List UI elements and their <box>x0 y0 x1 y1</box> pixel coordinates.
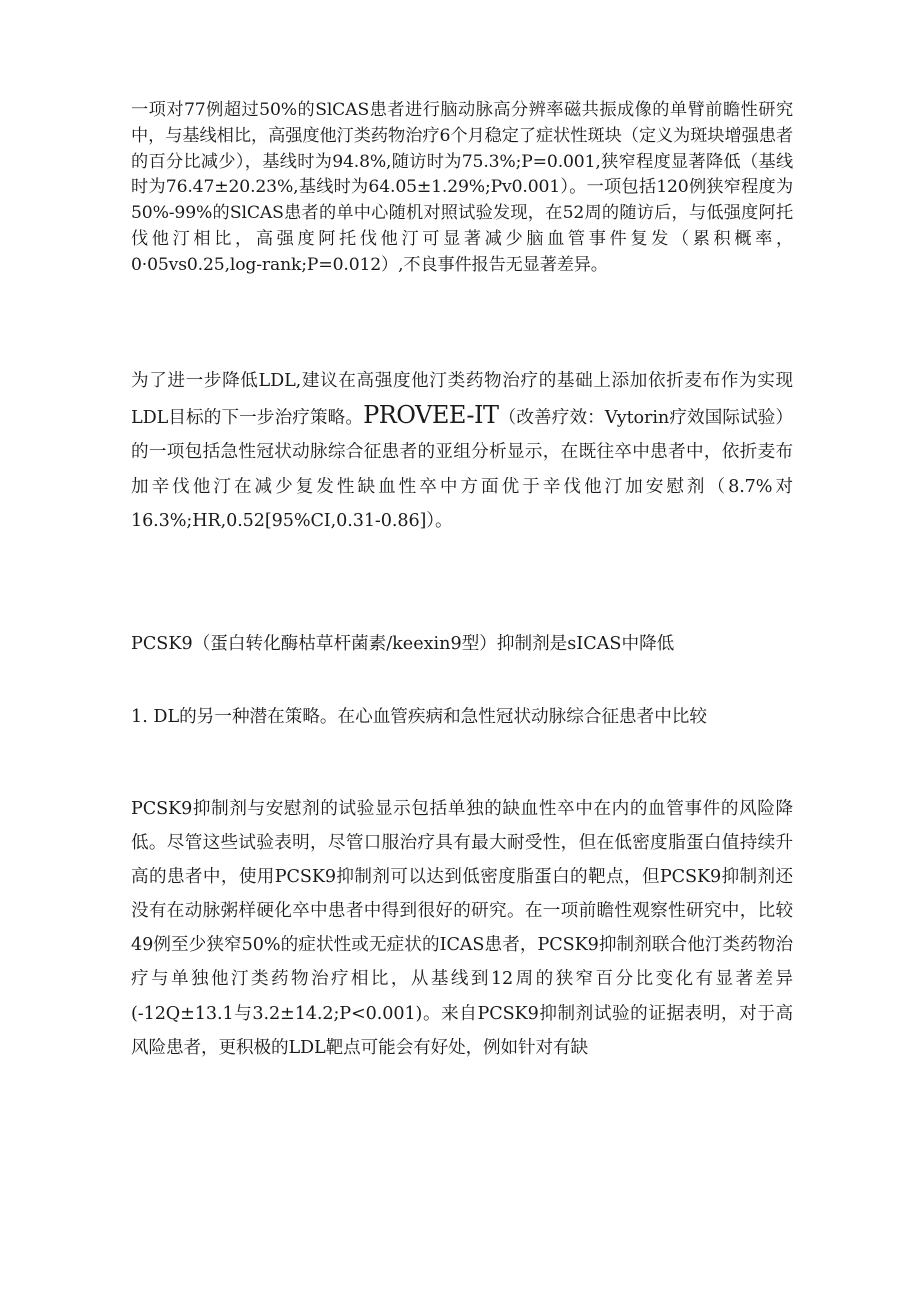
paragraph-high-intensity-statin-study: 一项对77例超过50%的SlCAS患者进行脑动脉高分辨率磁共振成像的单臂前瞻性研究中，与基线相比，高强度他汀类药物治疗6个月稳定了症状性斑块（定义为斑块增强患者的百分比减少），基线时为94.8%,随访时为75.3%;P=0.001,狭窄程度显著降低（基线时为76.47±20.23%,基线时为64.05±1.29%;Pv0.001）。一项包括120例狭窄程度为50%-99%的SlCAS患者的单中心随机对照试验发现，在52周的随访后，与低强度阿托伐他汀相比，高强度阿托伐他汀可显著减少脑血管事件复发（累积概率，0·05vs0.25,log-rank;P=0.012）,不良事件报告无显著差异。 <box>131 100 793 275</box>
paragraph-ezetimibe-strategy <box>131 364 793 538</box>
paragraph-numbered-item: 1. DL的另一种潜在策略。在心血管疾病和急性冠状动脉综合征患者中比较 <box>131 707 707 727</box>
paragraph-pcsk9-trials: PCSK9抑制剂与安慰剂的试验显示包括单独的缺血性卒中在内的血管事件的风险降低。尽管这些试验表明，尽管口服治疗具有最大耐受性，但在低密度脂蛋白值持续升高的患者中，使用PCSK9抑制剂可以达到低密度脂蛋白的靶点，但PCSK9抑制剂还没有在动脉粥样硬化卒中患者中得到很好的研究。在一项前瞻性观察性研究中，比较49例至少狭窄50%的症状性或无症状的ICAS患者，PCSK9抑制剂联合他汀类药物治疗与单独他汀类药物治疗相比，从基线到12周的狭窄百分比变化有显著差异(-12Q±13.1与3.2±14.2;P<0.001)。来自PCSK9抑制剂试验的证据表明，对于高风险患者，更积极的LDL靶点可能会有好处，例如针对有缺 <box>131 799 793 1058</box>
paragraph-pcsk9-heading: PCSK9（蛋白转化酶枯草杆菌素/keexin9型）抑制剂是sICAS中降低 <box>131 634 675 654</box>
paragraph-text: （改善疗效：Vytorin疗效国际试验）的一项包括急性冠状动脉综合征患者的亚组分析显示，在既往卒中患者中，依折麦布加辛伐他汀在减少复发性缺血性卒中方面优于辛伐他汀加安慰剂（8.7%对16.3%;HR,0.52[95%CI,0.31-0.86]）。 <box>131 408 793 531</box>
paragraph-text: 为了进一步降低LDL,建议在高强度他汀类药物治疗的基础上添加依折麦布作为实现LDL目标的下一步治疗策略。 <box>131 371 793 429</box>
trial-name-highlight: PROVEE-IT <box>363 401 499 430</box>
